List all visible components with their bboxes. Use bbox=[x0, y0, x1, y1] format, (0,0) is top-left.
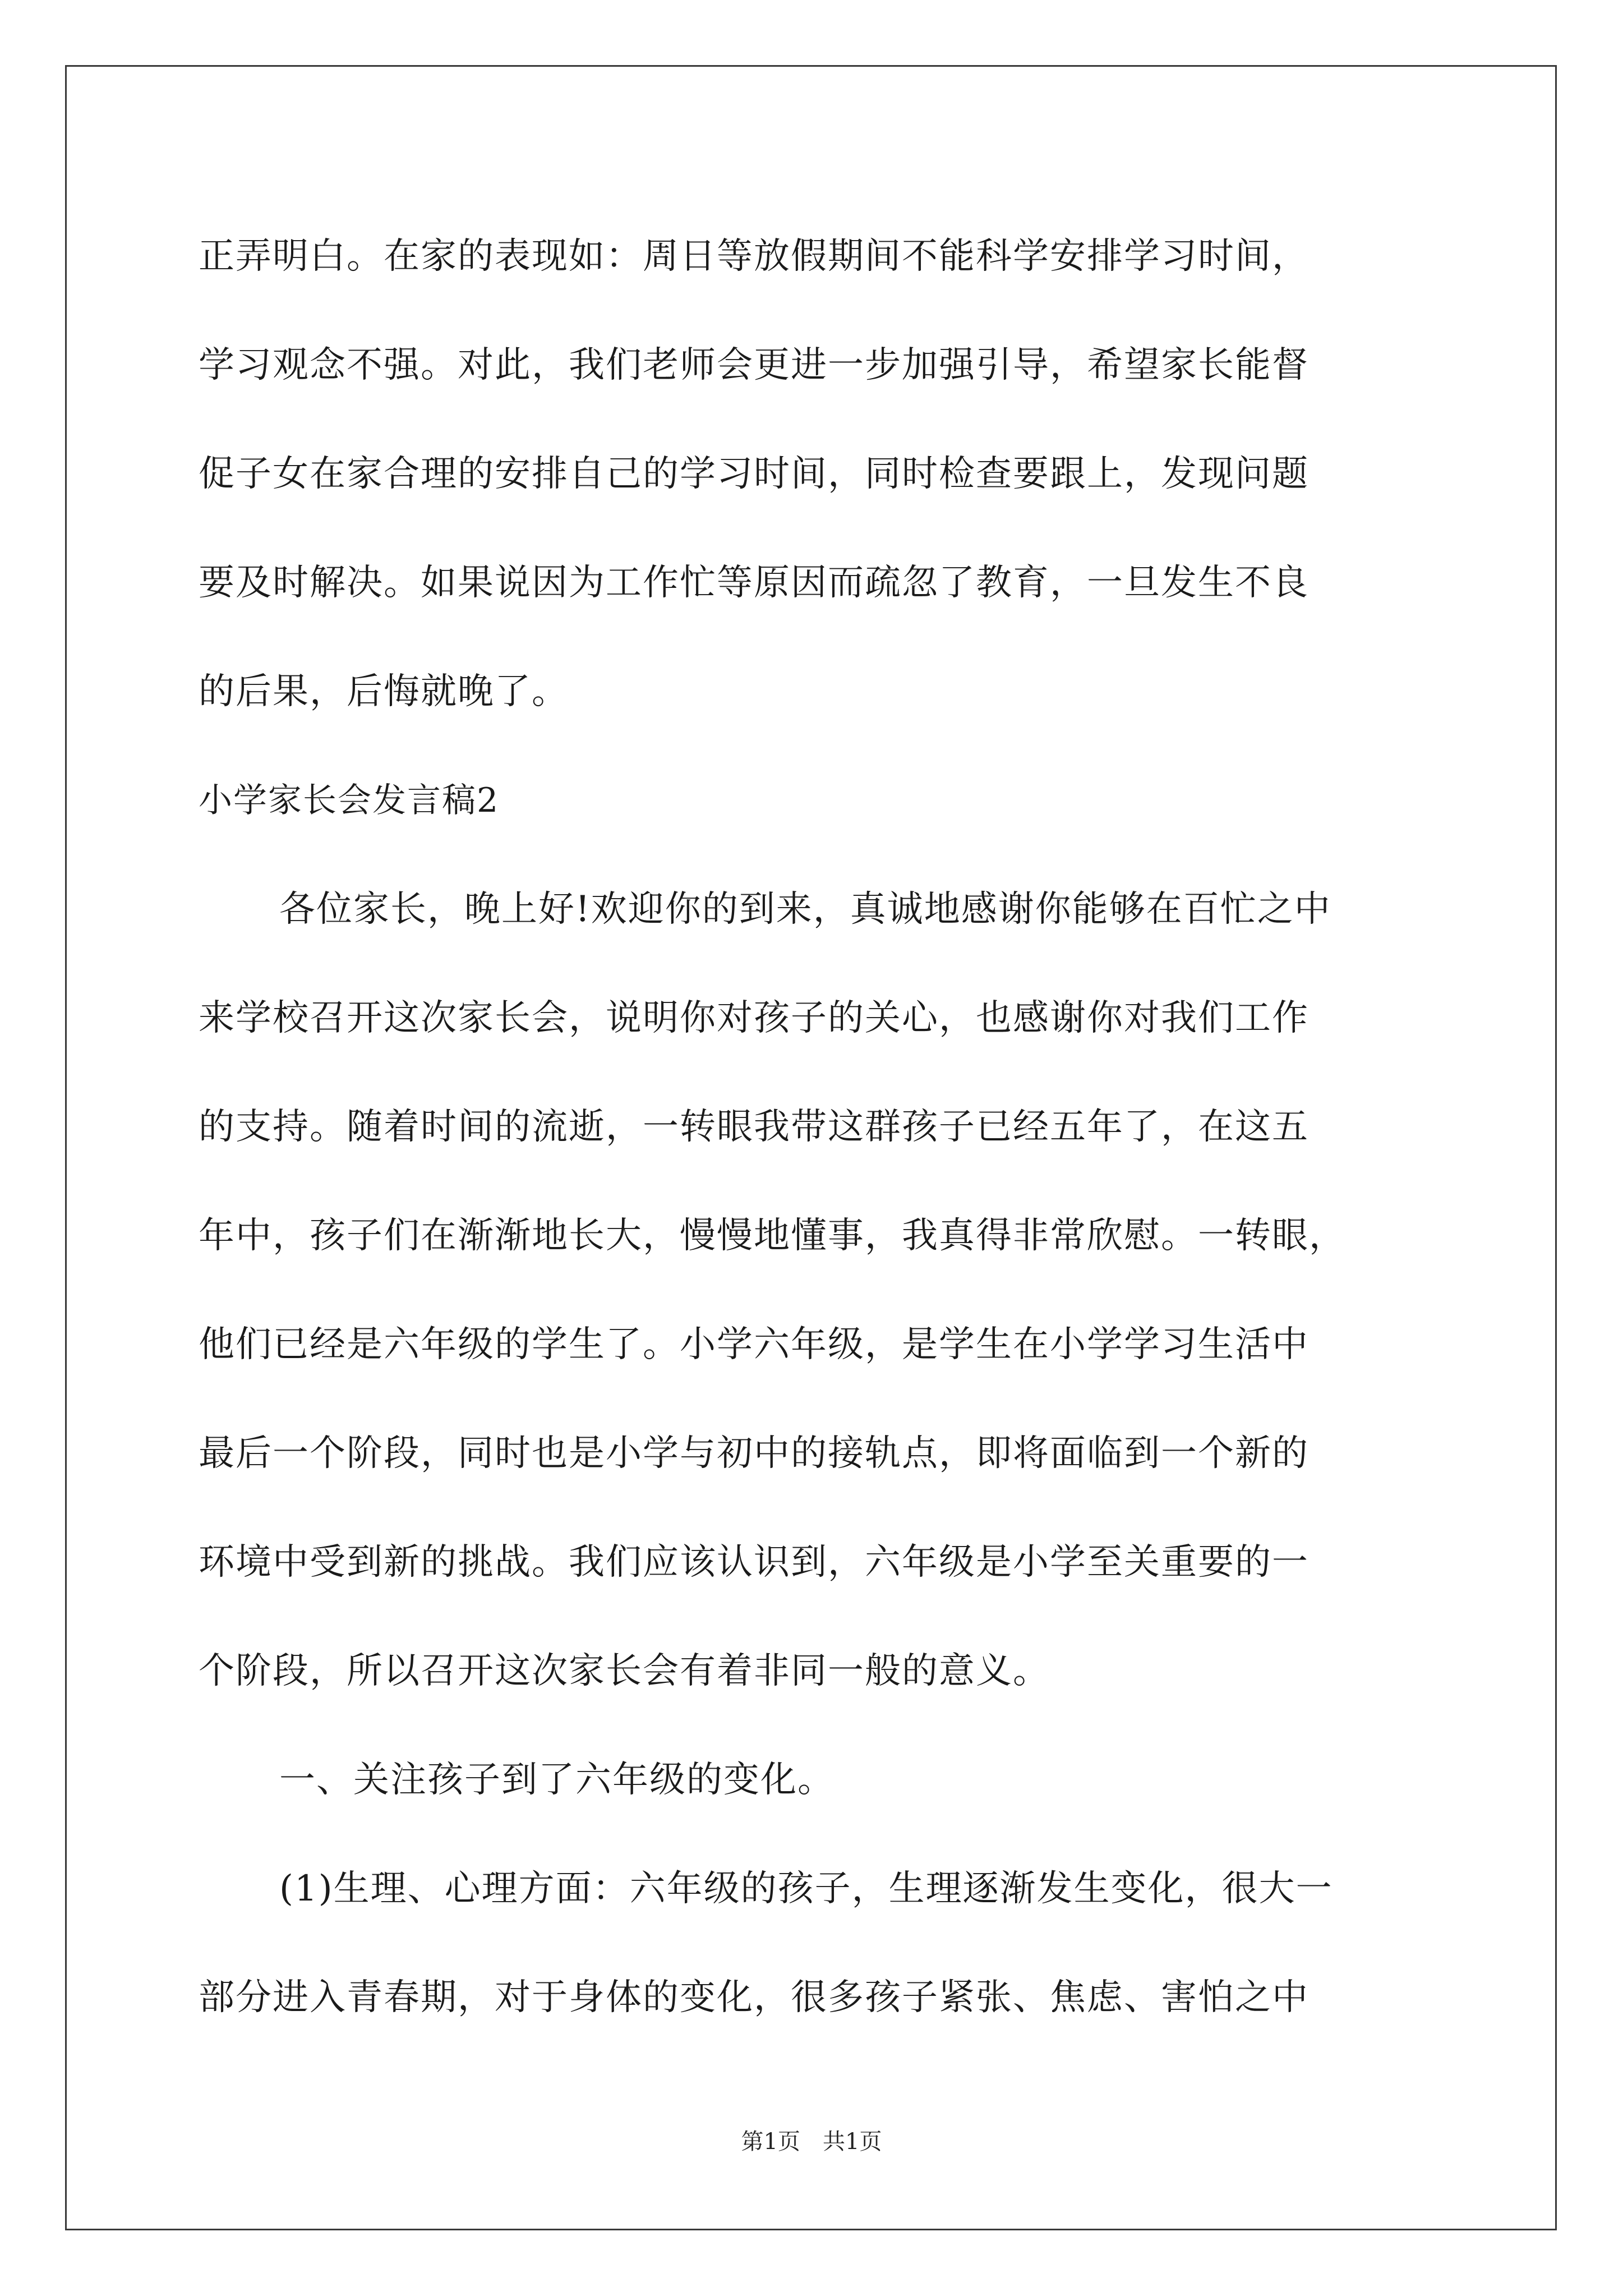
paragraph-line: 他们已经是六年级的学生了。小学六年级，是学生在小学学习生活中 bbox=[199, 1324, 1309, 1365]
paragraph-line: 的支持。随着时间的流逝，一转眼我带这群孩子已经五年了，在这五 bbox=[199, 1106, 1309, 1148]
paragraph-line: 来学校召开这次家长会，说明你对孩子的关心，也感谢你对我们工作 bbox=[199, 997, 1309, 1039]
paragraph-line: (1)生理、心理方面：六年级的孩子，生理逐渐发生变化，很大一 bbox=[279, 1868, 1333, 1910]
paragraph-line: 最后一个阶段，同时也是小学与初中的接轨点，即将面临到一个新的 bbox=[199, 1433, 1309, 1474]
paragraph-line: 促子女在家合理的安排自己的学习时间，同时检查要跟上，发现问题 bbox=[199, 453, 1309, 495]
paragraph-line: 个阶段，所以召开这次家长会有着非同一般的意义。 bbox=[199, 1650, 1050, 1692]
section-heading: 小学家长会发言稿2 bbox=[199, 781, 500, 820]
paragraph-line: 学习观念不强。对此，我们老师会更进一步加强引导，希望家长能督 bbox=[199, 344, 1309, 386]
paragraph-line: 各位家长，晚上好!欢迎你的到来，真诚地感谢你能够在百忙之中 bbox=[279, 889, 1331, 930]
document-body bbox=[199, 202, 1421, 2052]
paragraph-line: 年中，孩子们在渐渐地长大，慢慢地懂事，我真得非常欣慰。一转眼， bbox=[199, 1215, 1346, 1257]
page-footer: 第1页 共1页 bbox=[741, 2129, 882, 2155]
paragraph-line: 一、关注孩子到了六年级的变化。 bbox=[279, 1759, 834, 1801]
paragraph-line: 部分进入青春期，对于身体的变化，很多孩子紧张、焦虑、害怕之中 bbox=[199, 1977, 1309, 2018]
paragraph-line: 环境中受到新的挑战。我们应该认识到，六年级是小学至关重要的一 bbox=[199, 1542, 1309, 1583]
paragraph-line: 正弄明白。在家的表现如：周日等放假期间不能科学安排学习时间， bbox=[199, 236, 1309, 277]
paragraph-line: 的后果，后悔就晚了。 bbox=[199, 671, 569, 712]
paragraph-line: 要及时解决。如果说因为工作忙等原因而疏忽了教育，一旦发生不良 bbox=[199, 562, 1309, 604]
